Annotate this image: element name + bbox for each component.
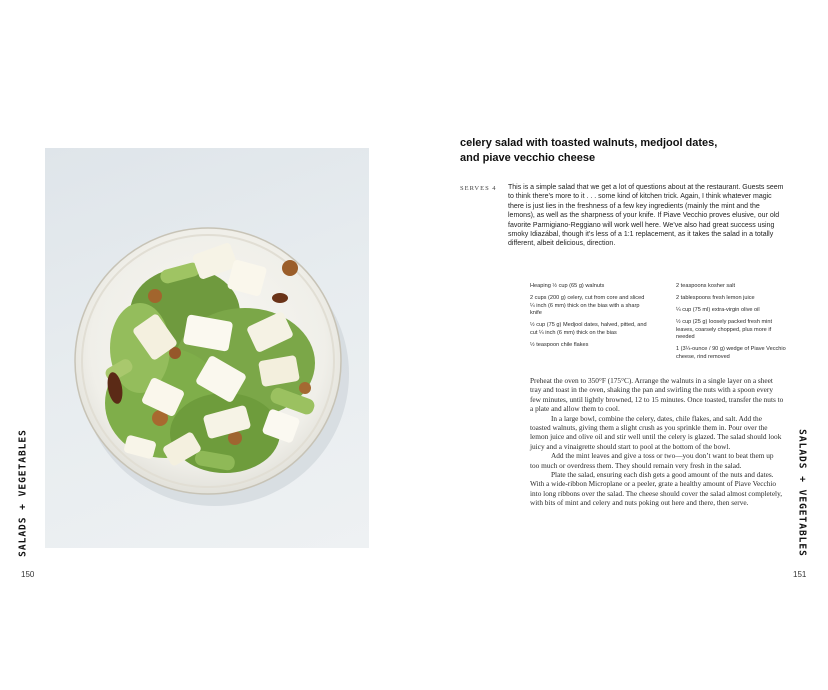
- salad-photo: [45, 148, 369, 548]
- method-step-3: Add the mint leaves and give a toss or two—you don’t want to beat them up too much or overdress them. They should remain very fresh in the salad.: [530, 451, 774, 470]
- method-step-2: In a large bowl, combine the celery, dates, chile flakes, and salt. Add the toasted walnuts, giving them a slight crush as you sprinkle them in. Pour over the lemon juice and olive oil and stir well until the celery is glazed. The salad should look juicy and a vinaigrette should start to pool at the bottom of the bowl.: [530, 413, 782, 451]
- section-tab-right: SALADS + VEGETABLES: [796, 429, 808, 557]
- ingredients-column-right: [676, 283, 790, 366]
- ingredient-item: 1 (3¼-ounce / 90 g) wedge of Piave Vecchio cheese, rind removed: [676, 346, 786, 360]
- ingredient-item: 2 tablespoons fresh lemon juice: [676, 294, 755, 301]
- recipe-title-line-1: celery salad with toasted walnuts, medjool dates,: [460, 137, 718, 149]
- ingredients-column-left: [530, 283, 648, 366]
- ingredient-item: ¼ cup (75 ml) extra-virgin olive oil: [676, 306, 760, 313]
- salad-plate-illustration: [45, 148, 369, 548]
- ingredients-list: [530, 283, 790, 366]
- section-tab-left: SALADS + VEGETABLES: [17, 429, 29, 557]
- recipe-intro: This is a simple salad that we get a lot of questions about at the restaurant. Guests seem to think there’s more to it . . . some kind of kitchen trick. Again, I think whatever magic there is just lies in the freshness of a few key ingredients (mainly the mint and the lemons), as well as the sharpness of your knife. If Piave Vecchio proves elusive, our old favorite Parmigiano-Reggiano will work well here. We’ve also had great success using smoky Idiazábal, though it’s less of a 1:1 replacement, as it takes the salad in a totally different, albeit delicious, direction.: [508, 184, 784, 248]
- page-number-left: 150: [21, 570, 35, 579]
- ingredient-item: ½ teaspoon chile flakes: [530, 341, 589, 348]
- method-step-4: Plate the salad, ensuring each dish gets a good amount of the nuts and dates. With a wide-ribbon Microplane or a peeler, grate a healthy amount of Piave Vecchio into long ribbons over the salad. The cheese should cover the salad almost completely, with bits of mint and celery and nuts poking out here and there, then serve.: [530, 470, 783, 508]
- ingredient-item: 2 teaspoons kosher salt: [676, 283, 736, 289]
- recipe-title: [460, 136, 760, 166]
- page-number-right: 151: [793, 570, 807, 579]
- ingredient-item: ½ cup (25 g) loosely packed fresh mint leaves, coarsely chopped, plus more if needed: [676, 318, 773, 341]
- ingredient-item: Heaping ½ cup (65 g) walnuts: [530, 283, 605, 289]
- serves-label: SERVES 4: [460, 185, 497, 192]
- method-text: [530, 376, 784, 508]
- method-step-1: Preheat the oven to 350°F (175°C). Arrange the walnuts in a single layer on a sheet tray and toast in the oven, shaking the pan and swirling the nuts with a spoon every few minutes, until lightly browned, 12 to 15 minutes. Once toasted, transfer the nuts to a plate and allow them to cool.: [530, 376, 784, 414]
- ingredient-item: 2 cups (200 g) celery, cut from core and sliced ¼ inch (6 mm) thick on the bias with a sharp knife: [530, 294, 645, 317]
- ingredient-item: ½ cup (75 g) Medjool dates, halved, pitted, and cut ¼ inch (6 mm) thick on the bias: [530, 322, 647, 336]
- recipe-title-line-2: and piave vecchio cheese: [460, 152, 596, 164]
